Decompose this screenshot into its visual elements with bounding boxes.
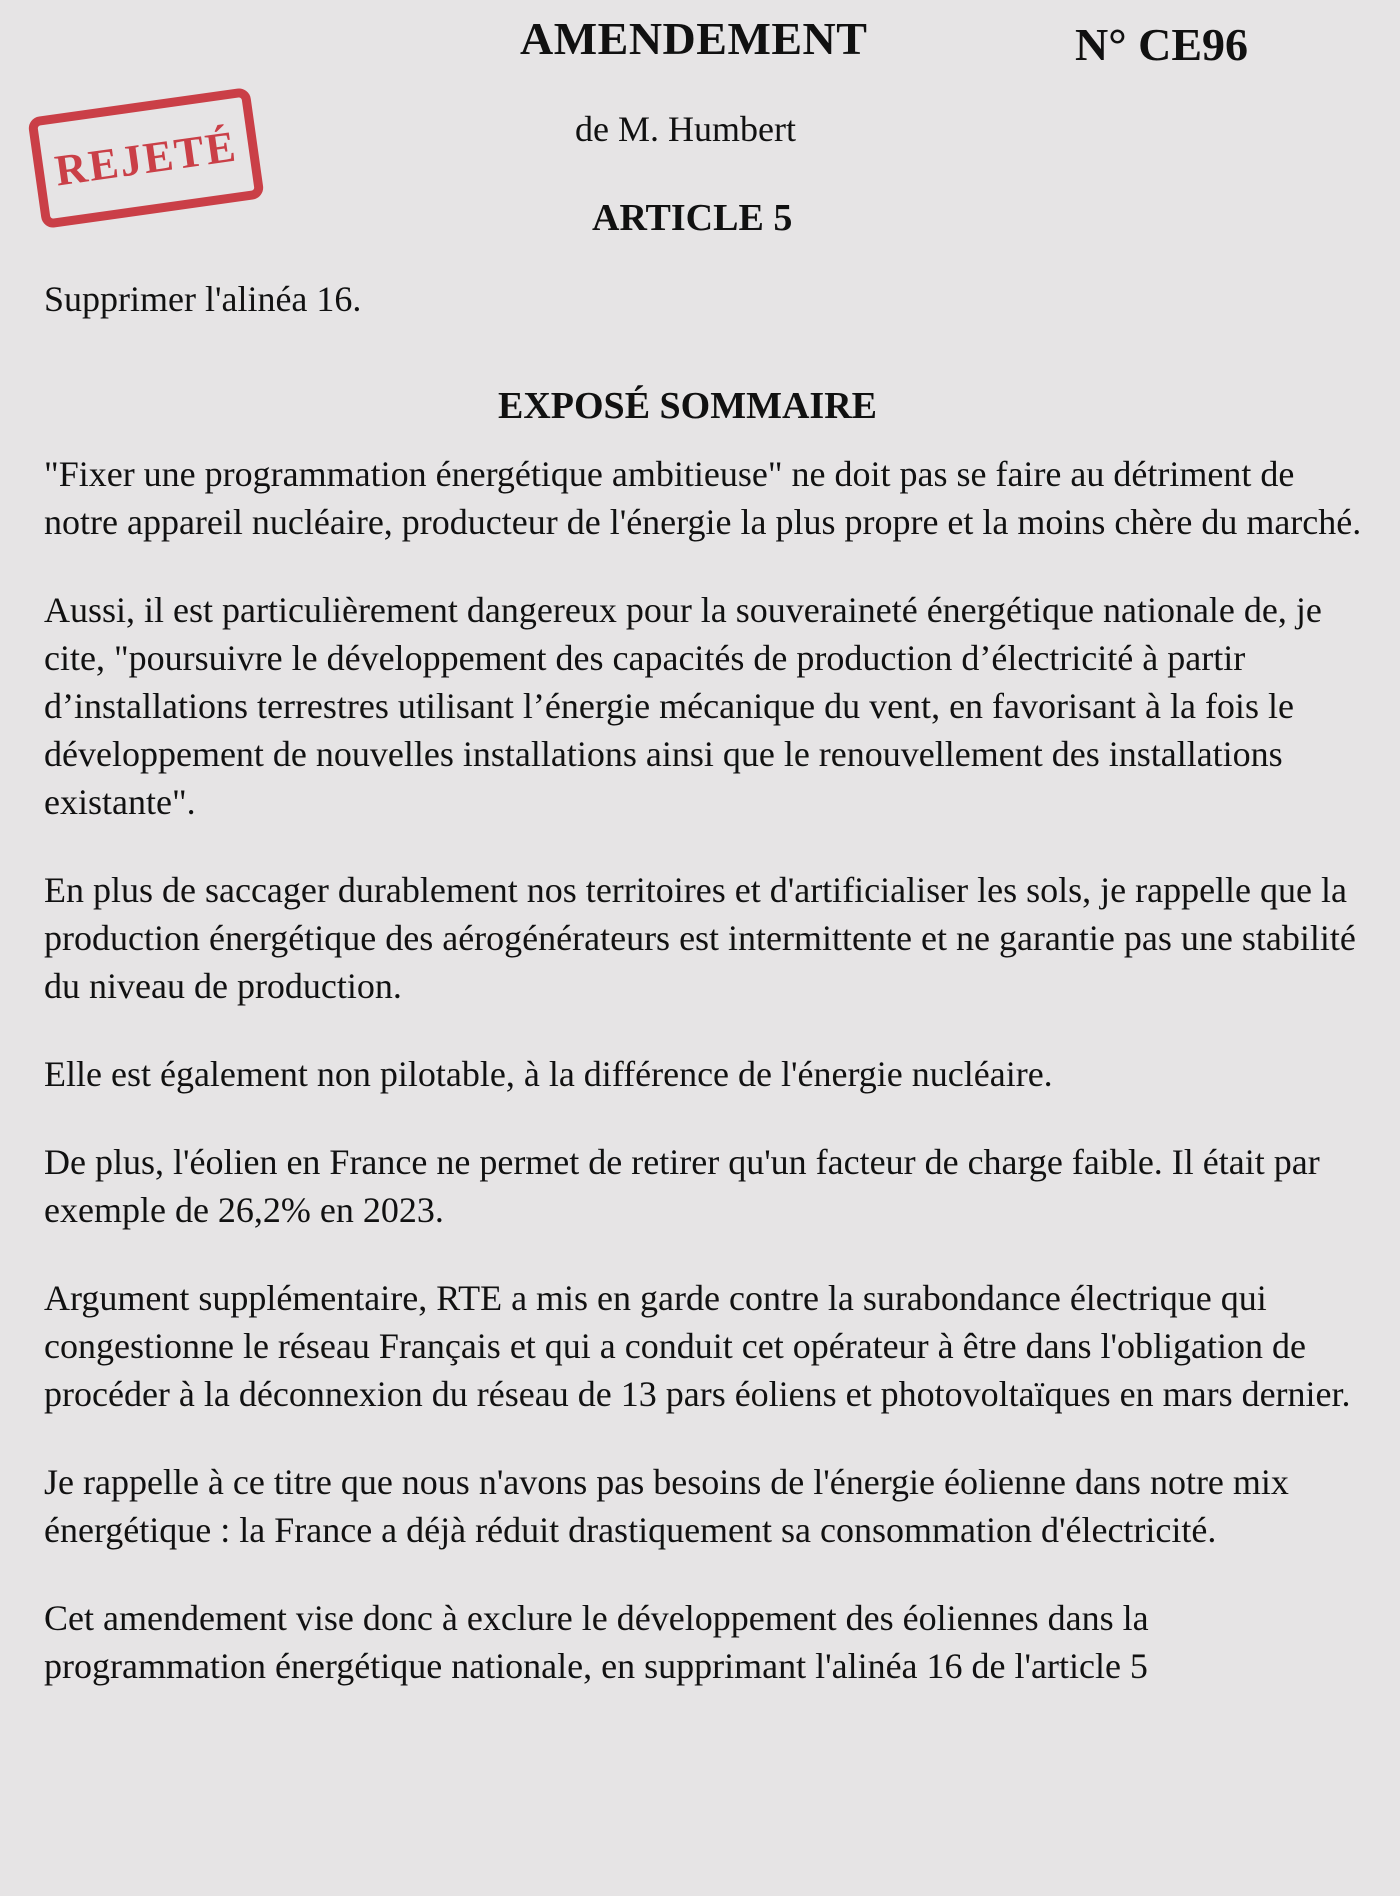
summary-heading: EXPOSÉ SOMMAIRE — [498, 385, 877, 427]
amendment-number: N° CE96 — [1075, 19, 1249, 70]
amendment-author: de M. Humbert — [575, 109, 796, 149]
summary-paragraph: Cet amendement vise donc à exclure le développement des éoliennes dans la programmation énergétique nationale, en supprimant l'alinéa 16 de l'article 5 — [44, 1598, 1149, 1686]
summary-body — [44, 450, 1364, 1730]
stamp-label: REJETÉ — [51, 120, 241, 196]
summary-paragraph: Argument supplémentaire, RTE a mis en garde contre la surabondance électrique qui congestionne le réseau Français et qui a conduit cet opérateur à être dans l'obligation de procéder à la déconnexion du réseau de 13 pars éoliens et photovoltaïques en mars dernier. — [44, 1278, 1351, 1414]
document-title: AMENDEMENT — [520, 13, 868, 64]
summary-paragraph: De plus, l'éolien en France ne permet de retirer qu'un facteur de charge faible. Il était par exemple de 26,2% en 2023. — [44, 1142, 1320, 1230]
article-heading: ARTICLE 5 — [592, 197, 793, 239]
summary-paragraph: Je rappelle à ce titre que nous n'avons pas besoins de l'énergie éolienne dans notre mix énergétique : la France a déjà réduit drastiquement sa consommation d'électricité. — [44, 1462, 1289, 1550]
amendment-instruction: Supprimer l'alinéa 16. — [44, 279, 362, 319]
summary-paragraph: "Fixer une programmation énergétique ambitieuse" ne doit pas se faire au détriment de notre appareil nucléaire, producteur de l'énergie la plus propre et la moins chère du marché. — [44, 454, 1362, 542]
summary-paragraph: En plus de saccager durablement nos territoires et d'artificialiser les sols, je rappelle que la production énergétique des aérogénérateurs est intermittente et ne garantie pas une stabilité du niveau de production. — [44, 870, 1356, 1006]
summary-paragraph: Aussi, il est particulièrement dangereux pour la souveraineté énergétique nationale de, je cite, "poursuivre le développement des capacités de production d’électricité à partir d’installations terrestres utilisant l’énergie mécanique du vent, en favorisant à la fois le développement de nouvelles installations ainsi que le renouvellement des installations existante". — [44, 590, 1322, 822]
rejected-stamp — [27, 87, 264, 229]
summary-paragraph: Elle est également non pilotable, à la différence de l'énergie nucléaire. — [44, 1054, 1053, 1094]
